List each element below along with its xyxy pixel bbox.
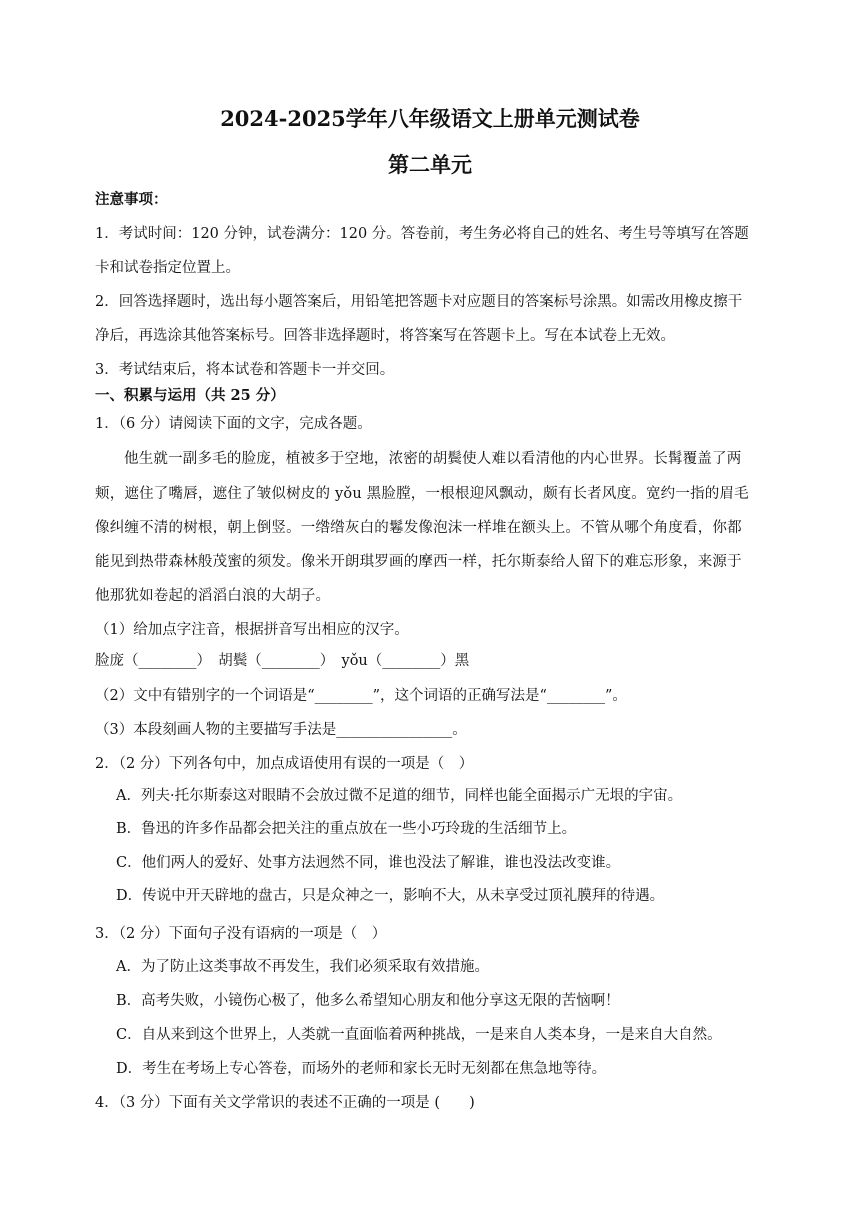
question-1-sub-1: （1）给加点字注音，根据拼音写出相应的汉字。 [95,622,409,638]
question-3-option-d: D．考生在考场上专心答卷，而场外的老师和家长无时无刻都在焦急地等待。 [116,1061,607,1077]
question-2-option-d: D．传说中开天辟地的盘古，只是众神之一，影响不大，从未享受过顶礼膜拜的待遇。 [116,888,665,904]
passage-line-2: 颊，遮住了嘴唇，遮住了皱似树皮的 yǒu 黑脸膛，一根根迎风飘动，颇有长者风度。宽约一指的眉毛 [95,486,749,502]
question-3-stem: 3．（2 分）下面句子没有语病的一项是（ ） [95,926,387,942]
notes-item-2-line-2: 净后，再选涂其他答案标号。回答非选择题时，将答案写在答题卡上。写在本试卷上无效。 [95,328,675,344]
question-3-option-a: A．为了防止这类事故不再发生，我们必须采取有效措施。 [116,959,489,975]
page-title: 2024-2025学年八年级语文上册单元测试卷 [220,106,640,131]
question-3-option-c: C．自从来到这个世界上，人类就一直面临着两种挑战，一是来自人类本身，一是来自大自然。 [116,1027,722,1043]
question-2-option-a: A．列夫·托尔斯泰这对眼睛不会放过微不足道的细节，同样也能全面揭示广无垠的宇宙。 [116,788,683,804]
question-2-stem: 2．（2 分）下列各句中，加点成语使用有误的一项是（ ） [95,756,474,772]
question-1-fill-1: 脸庞（________） 胡鬓（________） yǒu（________）黑 [95,653,470,669]
notes-item-2-line-1: 2．回答选择题时，选出每小题答案后，用铅笔把答题卡对应题目的答案标号涂黑。如需改用橡皮擦干 [95,294,743,310]
question-1-stem: 1．（6 分）请阅读下面的文字，完成各题。 [95,416,372,432]
question-2-option-c: C．他们两人的爱好、处事方法迥然不同，谁也没法了解谁，谁也没法改变谁。 [116,855,621,871]
question-2-option-b: B．鲁迅的许多作品都会把关注的重点放在一些小巧玲珑的生活细节上。 [116,821,577,837]
question-4-stem: 4．（3 分）下面有关文学常识的表述不正确的一项是 ( ) [95,1095,475,1111]
notes-heading: 注意事项： [95,191,168,208]
passage-line-5: 他那犹如卷起的滔滔白浪的大胡子。 [95,588,331,604]
question-3-option-b: B．高考失败，小镜伤心极了，他多么希望知心朋友和他分享这无限的苦恼啊！ [116,993,620,1009]
page-subtitle: 第二单元 [388,152,472,177]
question-1-sub-3: （3）本段刻画人物的主要描写手法是________________。 [95,722,467,738]
passage-line-1: 他生就一副多毛的脸庞，植被多于空地，浓密的胡鬓使人难以看清他的内心世界。长髯覆盖了两 [124,451,742,467]
passage-line-3: 像纠缠不清的树根，朝上倒竖。一绺绺灰白的鬈发像泡沫一样堆在额头上。不管从哪个角度看，你都 [95,520,742,536]
notes-item-1-line-1: 1．考试时间：120 分钟，试卷满分：120 分。答卷前，考生务必将自己的姓名、考生号等填写在答题 [95,226,749,242]
notes-item-1-line-2: 卡和试卷指定位置上。 [95,260,240,276]
notes-item-3: 3．考试结束后，将本试卷和答题卡一并交回。 [95,362,395,378]
question-1-sub-2: （2）文中有错别字的一个词语是“________”，这个词语的正确写法是“________”。 [95,688,627,704]
passage-line-4: 能见到热带森林般茂蜜的须发。像米开朗琪罗画的摩西一样，托尔斯泰给人留下的难忘形象，来源于 [95,554,742,570]
section-1-heading: 一、积累与运用（共 25 分） [95,387,285,404]
